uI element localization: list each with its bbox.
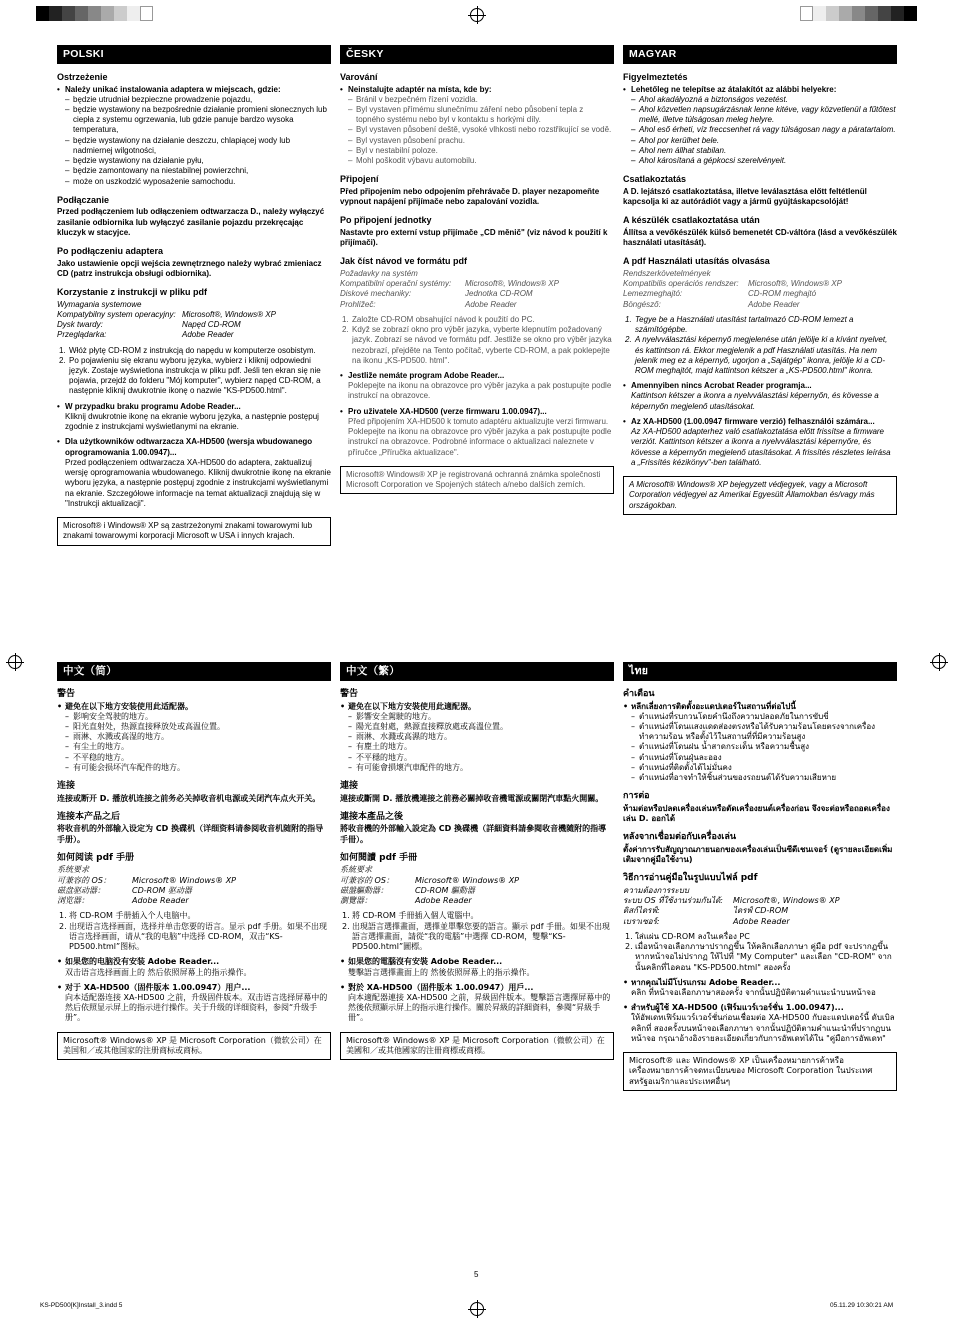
- reader-text: Kattintson kétszer a ikonra a nyelvválasztási képernyőn, és kövesse a képernyőn megjelenő utasításokat.: [631, 391, 879, 411]
- step-item: 1. Tegye be a Használati utasítást tartalmazó CD-ROM lemezt a számítógépbe.: [625, 314, 854, 335]
- column-chinese-traditional: [340, 662, 614, 1060]
- warning-item: – 不平穩的地方。: [340, 753, 614, 763]
- column-thai: [623, 662, 897, 1091]
- requirements-title: 系統要求: [340, 865, 372, 875]
- req-label: 浏览器：: [57, 896, 89, 906]
- warning-item: – ตำแหน่งที่โดนแสงแดดส่องตรงหรือได้รับความร้อนโดยตรงจากเครื่องทำความร้อน หรือตั้งไว้ในสถานที่ที่มีความร้อนสูง: [623, 722, 897, 742]
- warning-item: – 影響安全駕駛的地方。: [340, 712, 614, 722]
- connection-title: 連接: [340, 781, 359, 792]
- connection-title: Podłączanie: [57, 194, 110, 205]
- after-connection-text: Állítsa a vevőkészülék külső bemenetét CD-váltóra (lásd a vevőkészülék használati utasítását).: [623, 227, 897, 248]
- step-item: 2. Když se zobrazí okno pro výběr jazyka, vyberte klepnutím požadovaný jazyk. Zobrazí se návod ve formátu pdf. Jestliže se okno pro výběr jazyka nezobrazí, přejděte na Tento počítač, vyberte CD-ROM, a pak poklepejte na ikonu „KS-PD500. html".: [342, 325, 612, 365]
- warning-item: – 阳光直射处，热源直接释放处或高温位置。: [57, 722, 331, 732]
- warning-intro: • 避免在以下地方安装使用此适配器。: [57, 702, 331, 712]
- warning-item: – 不平稳的地方。: [57, 753, 331, 763]
- xa-text: 向本適配器連接 XA-HD500 之前，昇級固件版本。雙擊語言選擇屏幕中的 然後依照顯示屏上的指示進行操作。關於昇級的詳細資料，參閱“昇級手冊”。: [348, 992, 611, 1023]
- req-value: CD-ROM meghajtó: [748, 289, 817, 299]
- trademark-note: Microsoft® Windows® XP 是 Microsoft Corporation（微軟公司）在美國和／或其他國家的注冊商標或商標。: [340, 1032, 614, 1060]
- warning-title: 警告: [340, 689, 359, 699]
- requirements-table: [340, 279, 614, 310]
- req-value: Microsoft®, Windows® XP: [733, 896, 840, 906]
- after-connection-title: 连接本产品之后: [57, 811, 121, 822]
- req-label: 磁盘驱动器：: [57, 885, 105, 895]
- after-connection-text: 將收音機的外部輸入設定為 CD 換碟機（詳細資料請參閱收音機隨附的指導手冊）。: [340, 824, 607, 844]
- after-connection-title: A készülék csatlakoztatása után: [623, 215, 760, 226]
- req-value: Microsoft®, Windows® XP: [465, 279, 559, 289]
- req-value: Jednotka CD-ROM: [465, 289, 533, 299]
- step-item: 1. ใส่แผ่น CD-ROM ลงในเครื่อง PC: [625, 931, 750, 941]
- req-label: เบราเซอร์:: [623, 916, 660, 926]
- warning-item: – 有尘土的地方。: [57, 742, 331, 752]
- registration-mark-bottom: [470, 1302, 484, 1316]
- after-connection-title: 連接本產品之後: [340, 811, 404, 822]
- trademark-note: Microsoft® Windows® XP 是 Microsoft Corporation（微软公司）在美国和／或其他国家的注册商标或商标。: [57, 1032, 331, 1060]
- color-bars-right: [800, 6, 917, 21]
- after-connection-title: Po připojení jednotky: [340, 215, 432, 226]
- warning-item: – Ahol közvetlen napsugárzásnak lenne kitéve, vagy közvetlenül a fűtőtest mellé, illetve túlságosan meleg helyre.: [623, 105, 897, 125]
- xa-title: • 對於 XA-HD500（固件版本 1.00.0947）用戶...: [340, 983, 614, 993]
- warning-title: Varování: [340, 72, 378, 82]
- column-cesky: [340, 45, 614, 494]
- warning-item: – ตำแหน่งที่โดนฝน น้ำสาดกระเด็น หรือความชื้นสูง: [623, 742, 897, 752]
- warning-intro: • Należy unikać instalowania adaptera w miejscach, gdzie:: [57, 85, 331, 95]
- warning-item: – Ahol nem állhat stabilan.: [623, 146, 897, 156]
- step-text: Po pojawieniu się ekranu wyboru języka, wybierz i kliknij odpowiedni język. Zostaje wyświetlona instrukcja w pliku pdf. Jeśli ten ekran się nie pojawia, przejdź do folderu "Mój komputer", wybierz napęd CD-ROM, a następnie kliknij dwukrotnie ikonę o nazwie "KS-PD500.html".: [69, 355, 321, 396]
- warning-title: 警告: [57, 689, 76, 699]
- requirements-title: Požadavky na systém: [340, 268, 418, 278]
- req-label: ดิสก์ไดรฟ์:: [623, 906, 660, 916]
- xa-text: ให้อัพเดทเฟิร์มแวร์เวอร์ชั่นก่อนเชื่อมต่อ XA-HD500 กับอะแดปเตอร์นี้ ดับเบิล คลิกที่ สองครั้งบนหน้าจอเลือกภาษา จากนั้นปฏิบัติตามคำแนะนำที่ปรากฏบนหน้าจอ กรุณาอ้างอิงรายละเอียดเกี่ยวกับการอัพเดทได้ใน "คู่มือการอัพเดท": [631, 1013, 895, 1043]
- registration-mark-right: [932, 655, 946, 669]
- reader-title: • W przypadku braku programu Adobe Reader...: [57, 402, 331, 412]
- step-text: 将 CD-ROM 手册插入个人电脑中。: [69, 911, 196, 921]
- req-value: Microsoft® Windows® XP: [132, 875, 236, 885]
- after-connection-text: 将收音机的外部输入设定为 CD 换碟机（详细资料请参阅收音机随附的指导手册）。: [57, 824, 324, 844]
- reader-text: Kliknij dwukrotnie ikonę na ekranie wyboru języka, a następnie postępuj zgodnie z instrukcjami wyświetlanymi na ekranie.: [65, 411, 319, 432]
- req-value: Adobe Reader: [733, 916, 790, 926]
- warning-item: – Byl v nestabilní poloze.: [340, 146, 614, 156]
- section-header: 中文（简）: [57, 662, 331, 681]
- requirements-table: [57, 876, 331, 907]
- after-connection-title: Po podłączeniu adaptera: [57, 246, 164, 257]
- step-item: 2. เมื่อหน้าจอเลือกภาษาปรากฏขึ้น ให้คลิกเลือกภาษา คู่มือ pdf จะปรากฏขึ้น หากหน้าจอไม่ปรากฏ ให้ไปที่ "My Computer" และเลือก "CD-ROM" จากนั้นคลิกที่ไอคอน "KS-PD500.html" สองครั้ง: [625, 942, 892, 972]
- requirements-table: [340, 876, 614, 907]
- connection-text: Před připojením nebo odpojením přehrávače D. player nezapomeňte vypnout napájení přijímače nebo zapalování vozidla.: [340, 186, 600, 207]
- pdf-title: 如何閱讀 pdf 手冊: [340, 852, 418, 863]
- warning-item: – będzie zamontowany na niestabilnej powierzchni,: [57, 166, 331, 176]
- warning-item: – Byl vystaven působení prachu.: [340, 136, 614, 146]
- reader-title: • Jestliže nemáte program Adobe Reader...: [340, 371, 614, 381]
- reader-text: 雙擊語言選擇畫面上的 然後依照屏幕上的指示操作。: [348, 967, 535, 977]
- req-label: Przeglądarka:: [57, 330, 107, 340]
- pdf-title: A pdf Használati utasítás olvasása: [623, 256, 770, 267]
- req-value: CD-ROM 驅動器: [415, 885, 475, 895]
- warning-intro: • Neinstalujte adaptér na místa, kde by:: [340, 85, 614, 95]
- req-value: Adobe Reader: [415, 896, 472, 906]
- warning-item: – Bránil v bezpečném řízení vozidla.: [340, 95, 614, 105]
- step-text: 出现语言选择画面，选择并单击您要的语言。显示 pdf 手册。如果不出现语言选择画面，请从“我的电脑”中选择 CD-ROM，双击“KS-PD500.html”图标。: [69, 921, 328, 952]
- warning-item: – Ahol akadályozná a biztonságos vezetést.: [623, 95, 897, 105]
- file-info: KS-PD500[K]Install_3.indd 5: [40, 1302, 123, 1309]
- warning-item: – ตำแหน่งที่โดนฝุ่นละออง: [623, 753, 897, 763]
- after-connection-text: Nastavte pro externí vstup přijímače „CD měnič" (viz návod k použití k přijímači).: [340, 227, 608, 248]
- xa-title: • สำหรับผู้ใช้ XA-HD500 (เฟิร์มแวร์เวอร์ชั่น 1.00.0947)...: [623, 1003, 897, 1013]
- step-text: Když se zobrazí okno pro výběr jazyka, vyberte klepnutím požadovaný jazyk. Zobrazí se návod ve formátu pdf. Jestliže se okno pro výběr jazyka nezobrazí, přejděte na Tento počítač, vyberte CD-ROM, a pak poklepejte na ikonu „KS-PD500. html".: [352, 325, 612, 365]
- registration-mark-left: [8, 655, 22, 669]
- requirements-title: ความต้องการระบบ: [623, 885, 689, 895]
- pdf-title: 如何阅读 pdf 手册: [57, 852, 135, 863]
- reader-text: คลิก ที่หน้าจอเลือกภาษาสองครั้ง จากนั้นปฏิบัติตามคำแนะนำบนหน้าจอ: [631, 987, 876, 997]
- req-label: Kompatibilis operációs rendszer:: [623, 279, 739, 289]
- warning-item: – 有可能會損壞汽車配件的地方。: [340, 763, 614, 773]
- req-label: 可兼容的 OS：: [340, 875, 394, 885]
- req-value: Adobe Reader: [465, 299, 517, 309]
- req-label: Kompatibilní operační systémy:: [340, 279, 452, 289]
- requirements-title: Wymagania systemowe: [57, 299, 142, 309]
- warning-item: – będzie wystawiony na bezpośrednie działanie promieni słonecznych lub ciepła z systemu ogrzewania, lub gdzie panuje bardzo wysoka temperatura,: [57, 105, 331, 136]
- section-header: POLSKI: [57, 45, 331, 64]
- warning-item: – ตำแหน่งที่ติดตั้งได้ไม่มั่นคง: [623, 763, 897, 773]
- requirements-title: 系统要求: [57, 865, 89, 875]
- step-item: 1. Włóż płytę CD-ROM z instrukcją do napędu w komputerze osobistym.: [59, 345, 316, 355]
- step-text: 出現語言選擇畫面，選擇並單擊您要的語言。顯示 pdf 手冊。如果不出現語言選擇畫面，請從“我的電腦”中選擇 CD-ROM，雙擊“KS-PD500.html”圖標。: [352, 921, 611, 952]
- section-header: MAGYAR: [623, 45, 897, 64]
- req-label: Lemezmeghajtó:: [623, 289, 683, 299]
- column-chinese-simplified: [57, 662, 331, 1060]
- reader-title: • Amennyiben nincs Acrobat Reader programja...: [623, 381, 897, 391]
- registration-mark-top: [470, 8, 484, 22]
- step-text: Włóż płytę CD-ROM z instrukcją do napędu w komputerze osobistym.: [69, 345, 316, 355]
- section-header: ไทย: [623, 662, 897, 681]
- xa-text: Przed podłączeniem odtwarzacza XA-HD500 do adaptera, zaktualizuj wersję oprogramowania wbudowanego. Kliknij dwukrotnie ikonę na ekranie wyboru języka, a następnie postępuj zgodnie z instrukcjami wyświetlanymi na ekranie. Szczegółowe informacje na temat aktualizacji znajdują się w "Instrukcji aktualizacji".: [65, 457, 331, 508]
- req-value: CD-ROM 驱动器: [132, 885, 192, 895]
- req-value: Microsoft® Windows® XP: [415, 875, 519, 885]
- req-value: ไดรฟ์ CD-ROM: [733, 906, 789, 916]
- step-item: 2. A nyelvválasztási képernyő megjelenése után jelölje ki a kívánt nyelvet, és kattintson rá. Ekkor megjelenik a pdf Használati utasítás. Ha nem jelenik meg ez a képernyő, ugorjon a „Sajátgép" ikonra, jelölje ki a CD-ROM meghajtót, majd kattintson kétszer a „KS-PD500.html" ikonra.: [625, 335, 888, 375]
- requirements-title: Rendszerkövetelmények: [623, 268, 711, 278]
- step-item: 2. Po pojawieniu się ekranu wyboru języka, wybierz i kliknij odpowiedni język. Zostaje wyświetlona instrukcja w pliku pdf. Jeśli ten ekran się nie pojawia, przejdź do folderu "Mój komputer", wybierz napęd CD-ROM, a następnie kliknij dwukrotnie ikonę o nazwie "KS-PD500.html".: [59, 355, 321, 396]
- warning-intro: • Lehetőleg ne telepítse az átalakítót az alábbi helyekre:: [623, 85, 897, 95]
- requirements-table: [57, 310, 331, 341]
- xa-title: • Pro uživatele XA-HD500 (verze firmwaru 1.00.0947)...: [340, 407, 614, 417]
- warning-title: คำเตือน: [623, 689, 655, 699]
- req-value: Adobe Reader: [182, 330, 234, 340]
- warning-item: – będzie utrudniał bezpieczne prowadzenie pojazdu,: [57, 95, 331, 105]
- connection-title: Csatlakoztatás: [623, 174, 687, 185]
- warning-item: – 雨淋、水濺或高濕的地方。: [340, 732, 614, 742]
- connection-text: 连接或断开 D. 播放机连接之前务必关掉收音机电源或关闭汽车点火开关。: [57, 793, 321, 803]
- trademark-note: Microsoft® และ Windows® XP เป็นเครื่องหมายการค้าหรือเครื่องหมายการค้าจดทะเบียนของ Microsoft Corporation ในประเทศสหรัฐอเมริกาและประเทศอื่นๆ: [623, 1052, 897, 1091]
- warning-item: – Byl vystaven působení deště, vysoké vlhkosti nebo rozstřikující se vodě.: [340, 125, 614, 135]
- pdf-title: Korzystanie z instrukcji w pliku pdf: [57, 287, 208, 298]
- page-number: 5: [474, 1270, 479, 1279]
- xa-title: • 对于 XA-HD500（固件版本 1.00.0947）用户...: [57, 983, 331, 993]
- warning-item: – 有塵土的地方。: [340, 742, 614, 752]
- after-connection-title: หลังจากเชื่อมต่อกับเครื่องเล่น: [623, 832, 737, 843]
- reader-text: 双击语言选择画面上的 然后依照屏幕上的指示操作。: [65, 967, 252, 977]
- connection-text: ห้ามต่อหรือปลดเครื่องเล่นหรือตัดเครื่องยนต์เครื่องก่อน จึงจะต่อหรือถอดเครื่องเล่น D. ออกได้: [623, 803, 890, 824]
- req-label: 磁盤驅動器：: [340, 885, 388, 895]
- xa-text: Az XA-HD500 adapterhez való csatlakoztatása előtt frissítse a firmware verziót. Kattintson kétszer a ikonra a nyelvválasztási képernyőre, és kövesse a képernyőn megjelenő utasításokat. A frissítés részletes leírása a „Frissítés kézikönyv"-ben található.: [631, 427, 891, 467]
- xa-title: • Dla użytkowników odtwarzacza XA-HD500 (wersja wbudowanego oprogramowania 1.00.0947)...: [57, 437, 331, 457]
- warning-item: – będzie wystawiony na działanie deszczu, chlapiącej wody lub nadmiernej wilgotności,: [57, 136, 331, 156]
- req-label: Dysk twardy:: [57, 320, 103, 330]
- warning-item: – 雨淋、水溅或高湿的地方。: [57, 732, 331, 742]
- warning-item: – 有可能会损坏汽车配件的地方。: [57, 763, 331, 773]
- column-magyar: [623, 45, 897, 515]
- req-label: 可兼容的 OS：: [57, 875, 111, 885]
- warning-title: Figyelmeztetés: [623, 72, 688, 82]
- step-text: เมื่อหน้าจอเลือกภาษาปรากฏขึ้น ให้คลิกเลือกภาษา คู่มือ pdf จะปรากฏขึ้น หากหน้าจอไม่ปรากฏ ให้ไปที่ "My Computer" และเลือก "CD-ROM" จากนั้นคลิกที่ไอคอน "KS-PD500.html" สองครั้ง: [635, 942, 892, 972]
- warning-item: – może on uszkodzić wyposażenie samochodu.: [57, 177, 331, 187]
- warning-item: – będzie wystawiony na działanie pyłu,: [57, 156, 331, 166]
- warning-item: – Ahol por kerülhet bele.: [623, 136, 897, 146]
- step-item: 1. 將 CD-ROM 手冊插入個人電腦中。: [342, 911, 479, 921]
- req-value: Microsoft®, Windows® XP: [182, 309, 276, 319]
- req-label: ระบบ OS ที่ใช้งานร่วมกันได้:: [623, 896, 723, 906]
- warning-intro: • 避免在以下地方安裝使用此適配器。: [340, 702, 614, 712]
- req-label: Böngésző:: [623, 299, 661, 309]
- requirements-table: [623, 896, 897, 927]
- print-datetime: 05.11.29 10:30:21 AM: [830, 1302, 894, 1309]
- connection-title: การต่อ: [623, 791, 650, 802]
- requirements-table: [623, 279, 897, 310]
- section-header: ČESKY: [340, 45, 614, 64]
- after-connection-text: Jako ustawienie opcji wejścia zewnętrznego należy wybrać zmieniacz CD (patrz instrukcja obsługi odbiornika).: [57, 258, 322, 278]
- req-value: Napęd CD-ROM: [182, 320, 241, 330]
- step-text: A nyelvválasztási képernyő megjelenése után jelölje ki a kívánt nyelvet, és kattintson rá. Ekkor megjelenik a pdf Használati utasítás. Ha nem jelenik meg ez a képernyő, ugorjon a „Sajátgép" ikonra, jelölje ki a CD-ROM meghajtót, majd kattintson kétszer a „KS-PD500.html" ikonra.: [635, 335, 888, 375]
- warning-item: – 影响安全驾驶的地方。: [57, 712, 331, 722]
- xa-text: Před připojením XA-HD500 k tomuto adaptéru aktualizujte verzi firmwaru. Poklepejte na ikonu na obrazovce pro výběr jazyka a pak postupujte podle instrukcí na obrazovce. Podrobné informace o aktualizaci naleznete v příručce „Příručka aktualizace".: [348, 416, 612, 457]
- step-text: Založte CD-ROM obsahující návod k použití do PC.: [352, 314, 535, 324]
- reader-title: • 如果您的电脑没有安装 Adobe Reader...: [57, 957, 331, 967]
- pdf-title: Jak číst návod ve formátu pdf: [340, 256, 468, 267]
- req-value: Adobe Reader: [132, 896, 189, 906]
- section-header: 中文（繁）: [340, 662, 614, 681]
- req-value: Microsoft®, Windows® XP: [748, 279, 842, 289]
- step-text: Tegye be a Használati utasítást tartalmazó CD-ROM lemezt a számítógépbe.: [635, 314, 854, 335]
- reader-text: Poklepejte na ikonu na obrazovce pro výběr jazyka a pak postupujte podle instrukcí na obrazovce.: [348, 381, 612, 401]
- req-value: Adobe Reader: [748, 299, 800, 309]
- warning-item: – Ahol károsítaná a gépkocsi szerelvényeit.: [623, 156, 897, 166]
- connection-title: Připojení: [340, 174, 379, 185]
- step-item: 1. Založte CD-ROM obsahující návod k použití do PC.: [342, 314, 535, 324]
- reader-title: • หากคุณไม่มีโปรแกรม Adobe Reader...: [623, 978, 897, 988]
- connection-text: 連接或斷開 D. 播放機連接之前務必關掉收音機電源或關閉汽車點火開關。: [340, 793, 604, 803]
- warning-item: – 陽光直射處，熱源直接釋放處或高溫位置。: [340, 722, 614, 732]
- warning-item: – Byl vystaven přímému slunečnímu záření nebo působení tepla z topného systému nebo byl v kontaktu s horkými díly.: [340, 105, 614, 125]
- xa-text: 向本适配器连接 XA-HD500 之前，升级固件版本。双击语言选择屏幕中的 然后依照显示屏上的指示进行操作。关于升级的详细资料，参阅“升级手册”。: [65, 992, 328, 1023]
- column-polski: [57, 45, 331, 546]
- req-label: Prohlížeč:: [340, 299, 376, 309]
- step-text: ใส่แผ่น CD-ROM ลงในเครื่อง PC: [635, 931, 750, 941]
- connection-text: A D. lejátszó csatlakoztatása, illetve leválasztása előtt feltétlenül kapcsolja ki az autórádiót vagy a jármű gyújtáskapcsolóját!: [623, 186, 867, 207]
- after-connection-text: ตั้งค่าการรับสัญญาณภายนอกของเครื่องเล่นเป็นซีดีเชนเจอร์ (ดูรายละเอียดเพิ่มเติมจากคู่มือใช้งาน): [623, 844, 893, 865]
- warning-title: Ostrzeżenie: [57, 72, 108, 82]
- connection-text: Przed podłączeniem lub odłączeniem odtwarzacza D., należy wyłączyć zasilanie odbiornika lub wyłączyć zasilanie pojazdu przekręcając kluczyk w stacyjce.: [57, 207, 325, 237]
- warning-item: – ตำแหน่งที่อาจทำให้ชิ้นส่วนของรถยนต์ได้รับความเสียหาย: [623, 773, 897, 783]
- step-item: 2. 出現語言選擇畫面，選擇並單擊您要的語言。顯示 pdf 手冊。如果不出現語言選擇畫面，請從“我的電腦”中選擇 CD-ROM，雙擊“KS-PD500.html”圖標。: [342, 921, 611, 952]
- step-item: 1. 将 CD-ROM 手册插入个人电脑中。: [59, 911, 196, 921]
- step-text: 將 CD-ROM 手冊插入個人電腦中。: [352, 911, 479, 921]
- req-label: Diskové mechaniky:: [340, 289, 412, 299]
- color-bars-left: [36, 6, 153, 21]
- warning-intro: • หลีกเลี่ยงการติดตั้งอะแดปเตอร์ในสถานที่ต่อไปนี้: [623, 702, 897, 712]
- trademark-note: A Microsoft® Windows® XP bejegyzett védjegyek, vagy a Microsoft Corporation védjegyei az Amerikai Egyesült Államokban és/vagy más országokban.: [623, 476, 897, 515]
- pdf-title: วิธีการอ่านคู่มือในรูปแบบไฟล์ pdf: [623, 873, 758, 884]
- connection-title: 连接: [57, 781, 76, 792]
- req-label: Kompatybilny system operacyjny:: [57, 309, 176, 319]
- trademark-note: Microsoft® Windows® XP je registrovaná ochranná známka společnosti Microsoft Corporation ve Spojených státech a/nebo dalších zemích.: [340, 466, 614, 494]
- reader-title: • 如果您的電腦沒有安裝 Adobe Reader...: [340, 957, 614, 967]
- xa-title: • Az XA-HD500 (1.00.0947 firmware verzió) felhasználói számára...: [623, 417, 897, 427]
- req-label: 瀏覽器：: [340, 896, 372, 906]
- step-item: 2. 出现语言选择画面，选择并单击您要的语言。显示 pdf 手册。如果不出现语言选择画面，请从“我的电脑”中选择 CD-ROM，双击“KS-PD500.html”图标。: [59, 921, 328, 952]
- warning-item: – Ahol eső érheti, víz freccsenhet rá vagy túlságosan nagy a páratartalom.: [623, 125, 897, 135]
- warning-item: – Mohl poškodit výbavu automobilu.: [340, 156, 614, 166]
- trademark-note: Microsoft® i Windows® XP są zastrzeżonymi znakami towarowymi lub znakami towarowymi korporacji Microsoft w USA i innych krajach.: [57, 517, 331, 545]
- warning-item: – ตำแหน่งที่รบกวนโดยคำนึงถึงความปลอดภัยในการขับขี่: [623, 712, 897, 722]
